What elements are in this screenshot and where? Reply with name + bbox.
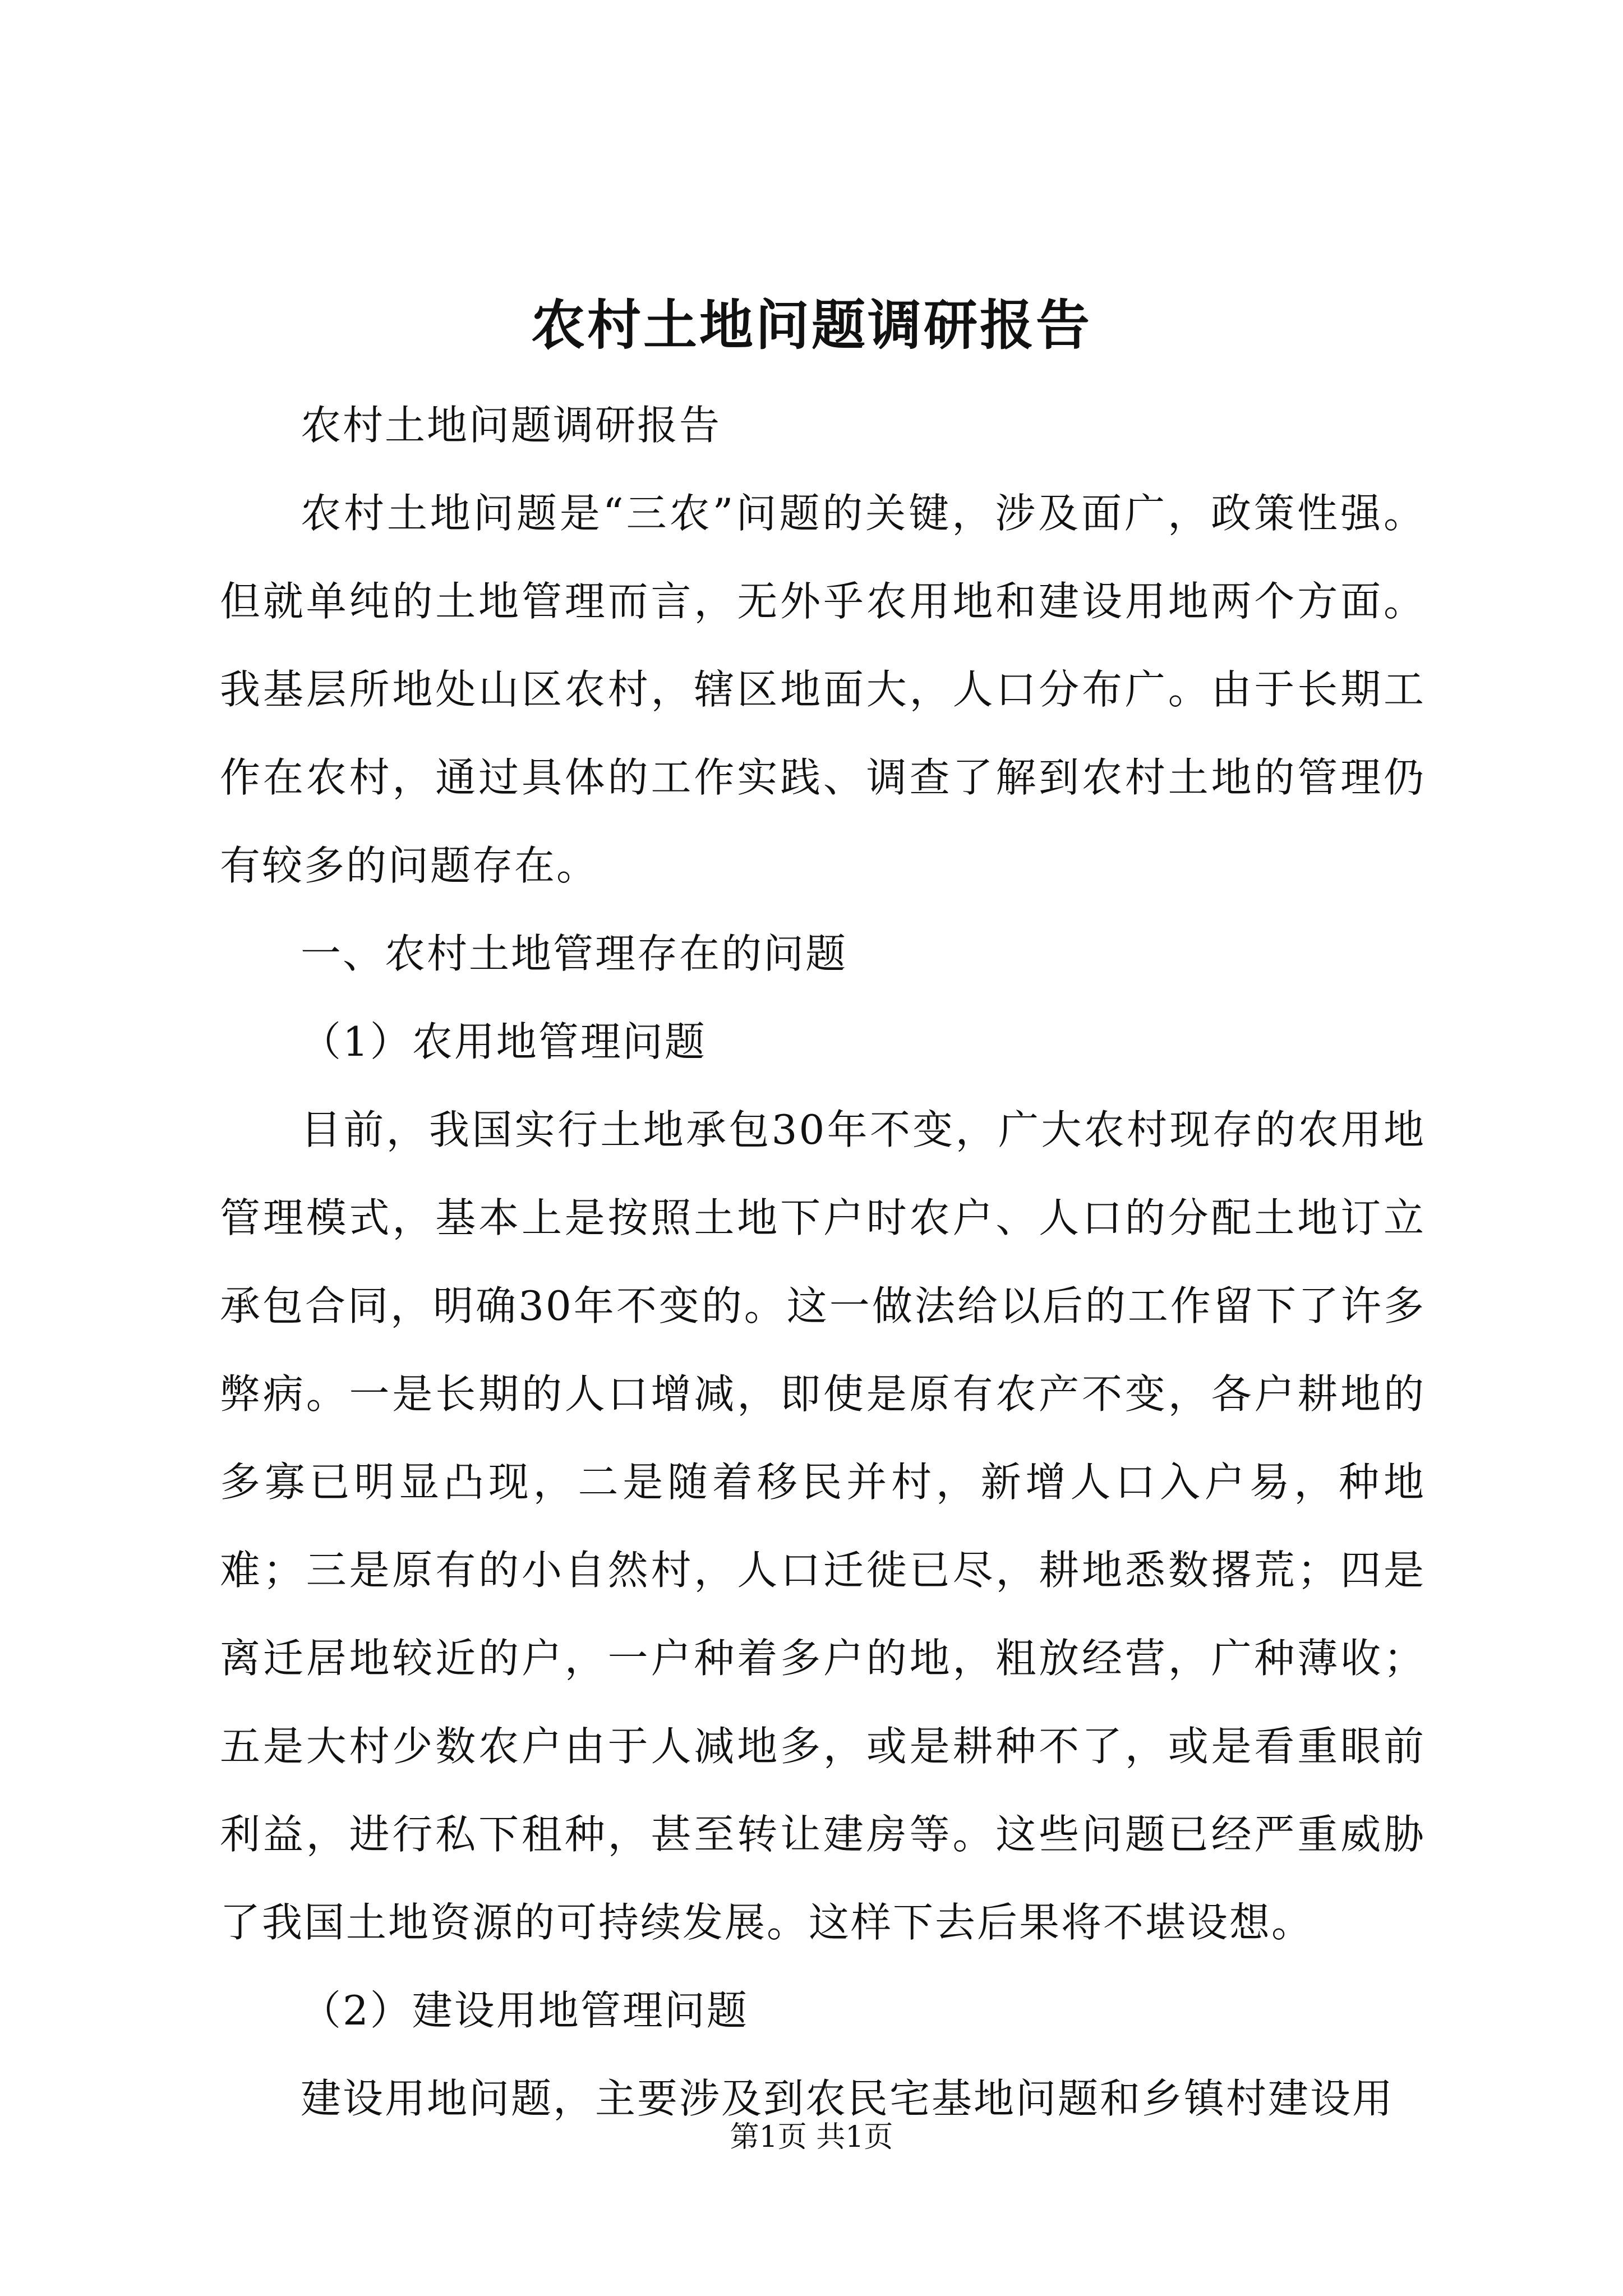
- paragraph-subtitle: 农村土地问题调研报告: [301, 402, 722, 449]
- section-heading-1: 一、农村土地管理存在的问题: [301, 930, 848, 977]
- subsection-heading-1: （1）农用地管理问题: [301, 1018, 707, 1065]
- page-footer: 第1页 共1页: [730, 2120, 893, 2154]
- document-body: [220, 381, 1426, 2143]
- paragraph-intro: 农村土地问题是“三农”问题的关键，涉及面广，政策性强。但就单纯的土地管理而言，无外乎农用地和建设用地两个方面。我基层所地处山区农村，辖区地面大，人口分布广。由于长期工作在农村，通过具体的工作实践、调查了解到农村土地的管理仍有较多的问题存在。: [220, 490, 1426, 889]
- paragraph-farmland: 目前，我国实行土地承包30年不变，广大农村现存的农用地管理模式，基本上是按照土地下户时农户、人口的分配土地订立承包合同，明确30年不变的。这一做法给以后的工作留下了许多弊病。一是长期的人口增减，即使是原有农产不变，各户耕地的多寡已明显凸现，二是随着移民并村，新增人口入户易，种地难；三是原有的小自然村，人口迁徙已尽，耕地悉数撂荒；四是离迁居地较近的户，一户种着多户的地，粗放经营，广种薄收；五是大村少数农户由于人减地多，或是耕种不了，或是看重眼前利益，进行私下租种，甚至转让建房等。这些问题已经严重威胁了我国土地资源的可持续发展。这样下去后果将不堪设想。: [220, 1106, 1426, 1946]
- paragraph-construction-land: 建设用地问题，主要涉及到农民宅基地问题和乡镇村建设用: [301, 2075, 1395, 2122]
- subsection-heading-2: （2）建设用地管理问题: [301, 1987, 749, 2034]
- document-title: 农村土地问题调研报告: [531, 293, 1092, 357]
